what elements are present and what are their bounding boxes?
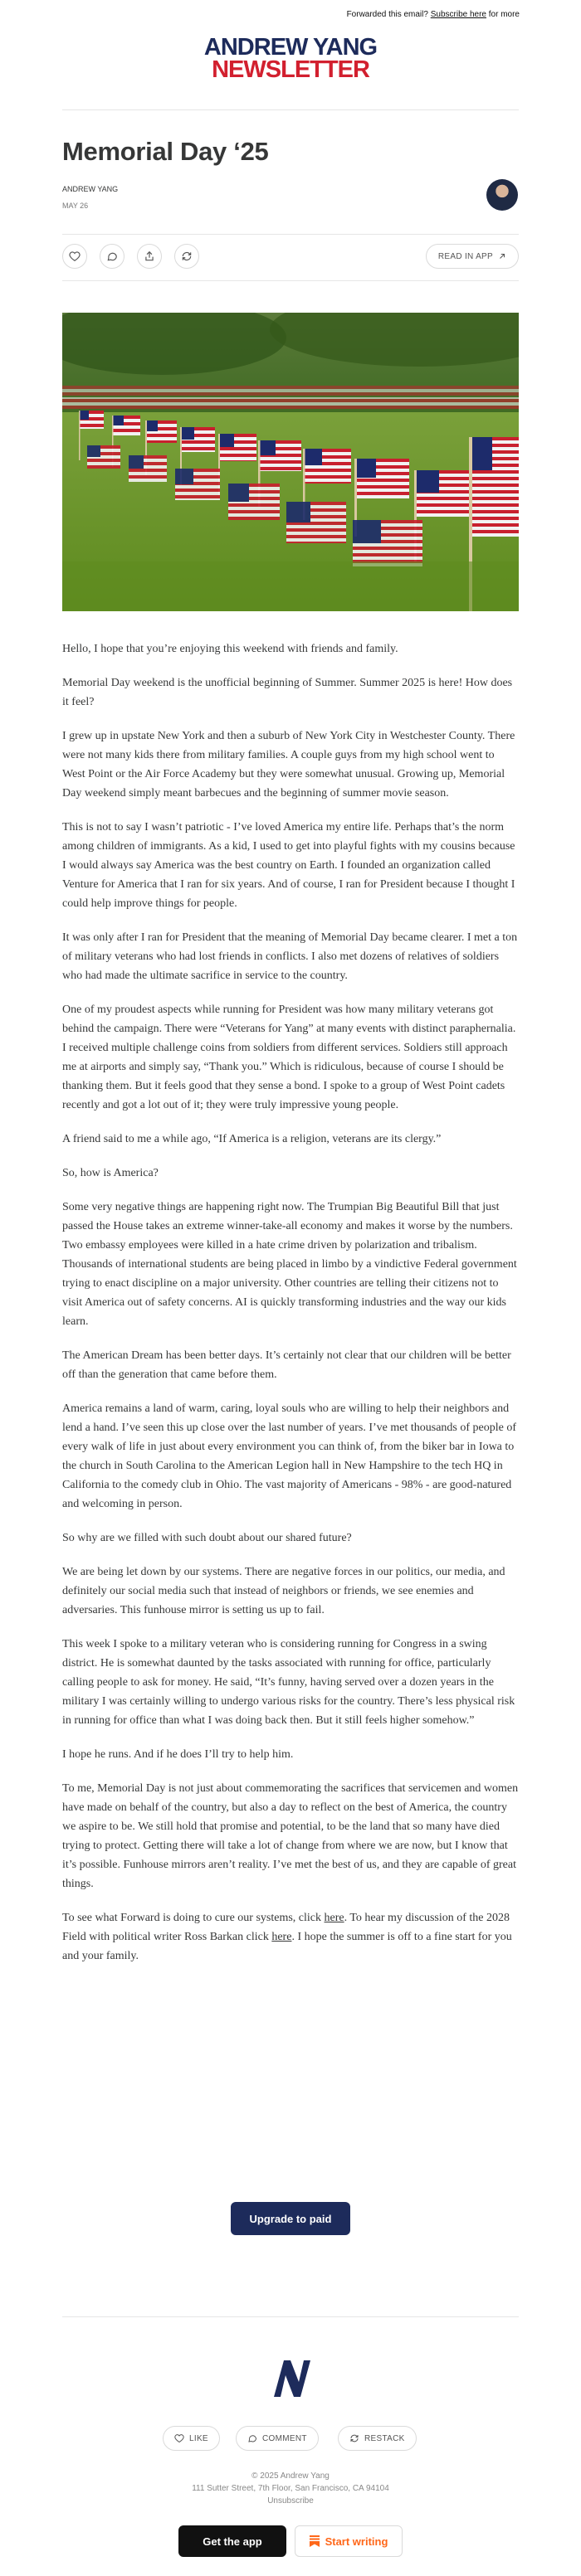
address: 111 Sutter Street, 7th Floor, San Francisco, CA 94104 <box>192 2484 389 2493</box>
post-body <box>62 639 519 1981</box>
paragraph: It was only after I ran for President that the meaning of Memorial Day became clearer. I met a ton of military veterans who had lost friends in conflicts. I also met dozens of relatives of soldiers who had made the ultimate sacrifice in service to the country. <box>62 931 518 982</box>
footer-divider <box>62 2316 519 2317</box>
post-title[interactable]: Memorial Day ‘25 <box>62 137 269 166</box>
paragraph: Memorial Day weekend is the unofficial beginning of Summer. Summer 2025 is here! How does it feel? <box>62 677 513 708</box>
arrow-up-right-icon <box>498 252 506 260</box>
post-date: MAY 26 <box>62 202 89 210</box>
start-writing-label: Start writing <box>325 2535 388 2548</box>
post-author[interactable]: ANDREW YANG <box>62 185 119 193</box>
comment-label: COMMENT <box>262 2433 307 2443</box>
links-text-a: To see what Forward is doing to cure our systems, click <box>62 1912 322 1924</box>
start-writing-button[interactable] <box>295 2525 403 2557</box>
heart-icon <box>69 250 81 262</box>
restack-label: RESTACK <box>364 2433 405 2443</box>
footer-like-button[interactable] <box>163 2426 220 2451</box>
meta-divider-top <box>62 234 519 235</box>
restack-icon <box>349 2433 359 2443</box>
paragraph: The American Dream has been better days. It’s certainly not clear that our children will be better off than the generation that came before them. <box>62 1349 511 1381</box>
restack-icon <box>181 250 193 262</box>
comment-icon <box>106 250 118 262</box>
comment-icon <box>247 2433 257 2443</box>
forward-here-link[interactable]: here <box>324 1912 344 1924</box>
logo-line-2: NEWSLETTER <box>212 56 369 83</box>
paragraph-links <box>62 1908 519 1966</box>
paragraph: A friend said to me a while ago, “If America is a religion, veterans are its clergy.” <box>62 1133 442 1145</box>
forward-suffix: for more <box>488 10 520 19</box>
get-the-app-button[interactable]: Get the app <box>178 2525 286 2557</box>
paragraph: I hope he runs. And if he does I’ll try to help him. <box>62 1748 294 1761</box>
unsubscribe-link[interactable]: Unsubscribe <box>267 2496 314 2506</box>
header-divider <box>62 109 519 110</box>
paragraph: So why are we filled with such doubt about our shared future? <box>62 1532 352 1544</box>
links-text-b: . To hear my discussion of the 2028 Field with political writer Ross Barkan click <box>62 1912 510 1943</box>
hero-image-flags[interactable] <box>62 313 519 611</box>
paragraph: This is not to say I wasn’t patriotic - I’ve loved America my entire life. Perhaps that’s the norm among children of immigrants. As a kid, I used to get into playful fights with my cousins because I would always say America was the best country on Earth. I founded an organization called Venture for America that I ran for six years. And of course, I ran for President because I thought I could help improve things for people. <box>62 821 515 910</box>
paragraph: Some very negative things are happening right now. The Trumpian Big Beautiful Bill that just passed the House takes an extreme winner-take-all economy and makes it worse by the numbers. Two embassy employees were killed in a hate crime driven by polarization and tribalism. Thousands of international students are being placed in limbo by a vindictive Federal government trying to enact discipline on a major university. Other countries are telling their citizens not to visit America out of safety concerns. AI is quickly transforming industries and the way our kids learn. <box>62 1201 517 1328</box>
newsletter-logo[interactable] <box>0 36 581 81</box>
podcast-here-link[interactable]: here <box>271 1931 292 1943</box>
paragraph: America remains a land of warm, caring, loyal souls who are willing to help their neighbors and lend a hand. I’ve seen this up close over the last number of years. I’ve met thousands of people of every walk of life in just about every environment you can think of, from the biker bar in Iowa to the church in South Carolina to the American Legion hall in New Hampshire to the tech HQ in California to the comedy club in Ohio. The vast majority of Americans - 98% - are good-natured and welcoming in person. <box>62 1402 516 1510</box>
paragraph: I grew up in upstate New York and then a suburb of New York City in Westchester County. There were not many kids there from military families. A couple guys from my high school went to West Point or the Air Force Academy but they were somewhat unusual. Growing up, Memorial Day weekend simply meant barbecues and the beginning of summer movie season. <box>62 730 515 800</box>
links-text-c: . I hope the summer is off to a fine start for you and your family. <box>62 1931 512 1962</box>
forward-prefix: Forwarded this email? <box>346 10 428 19</box>
copyright: © 2025 Andrew Yang <box>251 2472 330 2481</box>
share-button[interactable] <box>137 244 162 269</box>
restack-button[interactable] <box>174 244 199 269</box>
paragraph: One of my proudest aspects while running for President was how many military veterans got behind the campaign. There were “Veterans for Yang” at many events with distinct paraphernalia. I received multiple challenge coins from soldiers from different services. Soldiers still approach me at airports and simply say, “Thank you.” Which is ridiculous, because of course I should be thanking them. But it feels good that they sense a bond. I spoke to a group of West Point cadets recently and got a lot out of it; they were truly impressive young people. <box>62 1004 516 1111</box>
paragraph: So, how is America? <box>62 1167 159 1179</box>
upgrade-to-paid-button[interactable]: Upgrade to paid <box>231 2202 350 2235</box>
meta-divider-bottom <box>62 280 519 281</box>
paragraph: Hello, I hope that you’re enjoying this weekend with friends and family. <box>62 643 398 655</box>
read-in-app-label: READ IN APP <box>437 251 493 261</box>
comment-button[interactable] <box>100 244 124 269</box>
like-label: LIKE <box>189 2433 208 2443</box>
subscribe-link[interactable]: Subscribe here <box>430 10 486 19</box>
logo-line-1: ANDREW YANG <box>203 34 378 61</box>
read-in-app-button[interactable] <box>426 244 519 269</box>
share-icon <box>144 250 155 262</box>
heart-icon <box>174 2433 184 2443</box>
flags-illustration <box>62 313 519 611</box>
author-avatar[interactable] <box>486 179 518 211</box>
footer-restack-button[interactable] <box>338 2426 417 2451</box>
paragraph: This week I spoke to a military veteran who is considering running for Congress in a swing district. He is somewhat daunted by the tasks associated with running for office, particularly calling people to ask for money. He said, “It’s funny, having served over a dozen years in the military I was certainly willing to undergo various risks for the country. There’s less physical risk in running for office than what I was doing back then. But it still feels higher somehow.” <box>62 1638 515 1727</box>
paragraph: We are being let down by our systems. There are negative forces in our politics, our media, and definitely our social media such that instead of neighbors or friends, we see enemies and adversaries. This funhouse mirror is setting us up to fail. <box>62 1566 505 1616</box>
paragraph: To me, Memorial Day is not just about commemorating the sacrifices that servicemen and women have made on behalf of the country, but also a day to reflect on the best of America, the country we aspire to be. We still hold that promise and potential, to be the land that so many have died trying to protect. Getting there will take a lot of change from where we are now, but I know that it’s possible. Funhouse mirrors aren’t reality. I’ve met the best of us, and they are capable of great things. <box>62 1782 519 1890</box>
footer-comment-button[interactable] <box>236 2426 319 2451</box>
forward-logo-mark-icon <box>266 2354 315 2403</box>
forward-notice <box>347 10 520 19</box>
substack-bookmark-icon <box>310 2535 320 2547</box>
like-button[interactable] <box>62 244 87 269</box>
post-actions <box>62 244 519 270</box>
